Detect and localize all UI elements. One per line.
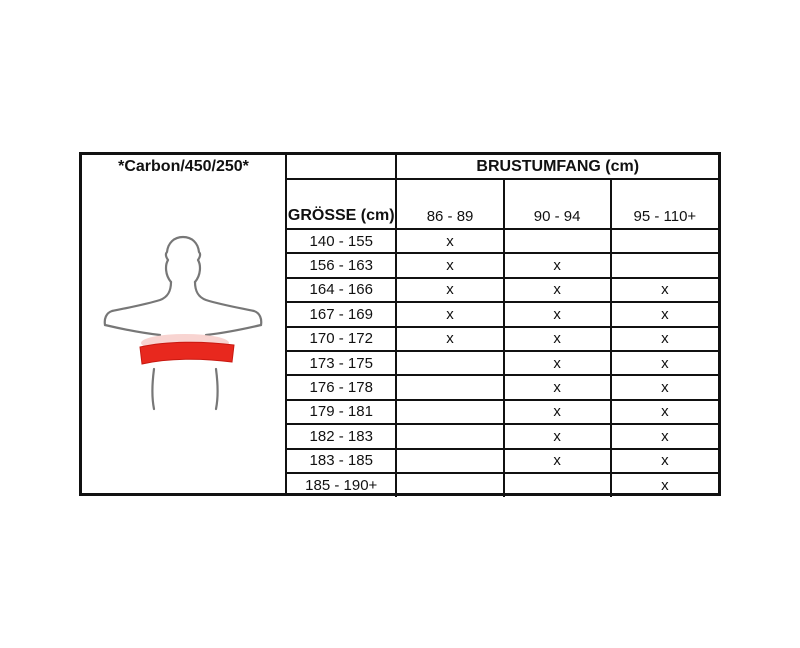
torso-chest-measurement-icon <box>82 229 285 419</box>
fit-mark <box>396 400 503 424</box>
size-table <box>287 155 718 497</box>
fit-mark: x <box>611 375 718 399</box>
size-chart <box>79 152 721 496</box>
fit-mark: x <box>504 375 611 399</box>
header-row-top <box>287 155 718 179</box>
fit-mark: x <box>504 278 611 302</box>
table-row <box>287 302 718 326</box>
size-cell: 156 - 163 <box>287 253 396 277</box>
table-row <box>287 253 718 277</box>
fit-mark: x <box>611 473 718 497</box>
table-row <box>287 229 718 253</box>
chest-range-3: 95 - 110+ <box>611 179 718 229</box>
fit-mark: x <box>396 278 503 302</box>
table-row <box>287 327 718 351</box>
fit-mark: x <box>611 351 718 375</box>
size-cell: 182 - 183 <box>287 424 396 448</box>
fit-mark: x <box>396 229 503 253</box>
size-cell: 164 - 166 <box>287 278 396 302</box>
fit-mark: x <box>396 253 503 277</box>
fit-mark: x <box>611 400 718 424</box>
fit-mark: x <box>396 327 503 351</box>
fit-mark <box>504 473 611 497</box>
fit-mark <box>504 229 611 253</box>
fit-mark <box>611 253 718 277</box>
table-row <box>287 449 718 473</box>
table-row <box>287 351 718 375</box>
fit-mark <box>396 424 503 448</box>
fit-mark <box>396 449 503 473</box>
fit-mark: x <box>611 302 718 326</box>
chest-header: BRUSTUMFANG (cm) <box>396 155 718 179</box>
model-panel <box>82 155 287 493</box>
size-header: GRÖSSE (cm) <box>287 179 396 229</box>
fit-mark: x <box>504 327 611 351</box>
fit-mark <box>396 375 503 399</box>
fit-mark <box>396 473 503 497</box>
size-cell: 185 - 190+ <box>287 473 396 497</box>
table-row <box>287 375 718 399</box>
table-row <box>287 400 718 424</box>
size-cell: 170 - 172 <box>287 327 396 351</box>
fit-mark: x <box>504 424 611 448</box>
fit-mark: x <box>611 424 718 448</box>
fit-mark: x <box>611 327 718 351</box>
header-blank-cell <box>287 155 396 179</box>
fit-mark: x <box>396 302 503 326</box>
fit-mark <box>396 351 503 375</box>
header-row-ranges <box>287 179 718 229</box>
size-cell: 176 - 178 <box>287 375 396 399</box>
fit-mark: x <box>504 253 611 277</box>
table-row <box>287 473 718 497</box>
size-cell: 173 - 175 <box>287 351 396 375</box>
fit-mark: x <box>611 278 718 302</box>
size-cell: 167 - 169 <box>287 302 396 326</box>
fit-mark: x <box>504 400 611 424</box>
model-title: *Carbon/450/250* <box>118 158 249 175</box>
fit-mark: x <box>504 351 611 375</box>
table-row <box>287 278 718 302</box>
size-cell: 183 - 185 <box>287 449 396 473</box>
fit-mark: x <box>504 449 611 473</box>
chest-range-1: 86 - 89 <box>396 179 503 229</box>
chest-range-2: 90 - 94 <box>504 179 611 229</box>
table-row <box>287 424 718 448</box>
fit-mark <box>611 229 718 253</box>
size-cell: 140 - 155 <box>287 229 396 253</box>
fit-mark: x <box>504 302 611 326</box>
fit-mark: x <box>611 449 718 473</box>
size-cell: 179 - 181 <box>287 400 396 424</box>
